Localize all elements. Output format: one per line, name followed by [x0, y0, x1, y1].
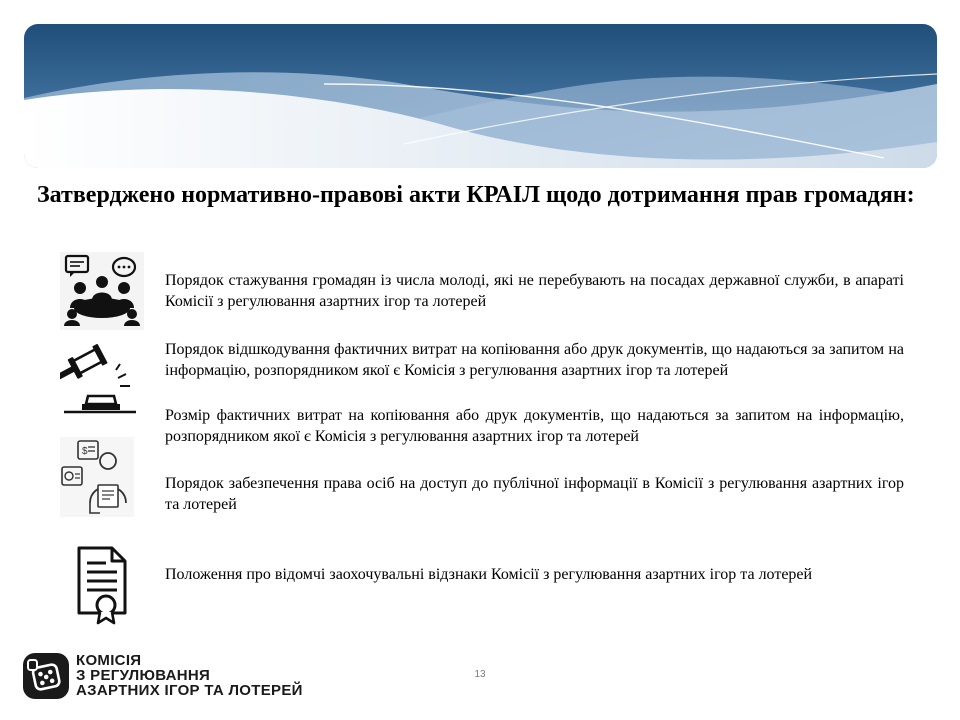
item-text-awards-regulation: Положення про відомчі заохочувальні відзнаки Комісії з регулювання азартних ігор та лотерей: [165, 566, 813, 583]
logo-line: З РЕГУЛЮВАННЯ: [76, 666, 211, 684]
logo-line: АЗАРТНИХ ІГОР ТА ЛОТЕРЕЙ: [76, 681, 303, 699]
logo-wordmark: [76, 654, 303, 698]
dice-logo-icon: [22, 652, 70, 700]
svg-text:$: $: [82, 446, 88, 457]
header-banner: [24, 24, 937, 168]
item-text-internship: Порядок стажування громадян із числа молоді, які не перебувають на посадах державної служби, в апараті Комісії з регулювання азартних ігор та лотерей: [165, 272, 904, 310]
gavel-icon: [60, 344, 140, 416]
item-text-compensation-order: Порядок відшкодування фактичних витрат на копіювання або друк документів, що надаються за запитом на інформацію, розпорядником якої є Комісія з регулювання азартних ігор та лотерей: [165, 341, 904, 379]
person-documents-icon: [60, 437, 134, 517]
certificate-icon: [76, 545, 128, 625]
commission-logo: [22, 652, 322, 700]
item-text-public-info-access: Порядок забезпечення права осіб на доступ до публічної інформації в Комісії з регулювання азартних ігор та лотерей: [165, 475, 904, 513]
page-title: Затверджено нормативно-правові акти КРАІЛ щодо дотримання прав громадян:: [37, 182, 915, 208]
logo-line: КОМІСІЯ: [76, 652, 142, 669]
meeting-people-icon: [60, 252, 144, 330]
item-text-cost-amount: Розмір фактичних витрат на копіювання або друк документів, що надаються за запитом на інформацію, розпорядником якої є Комісія з регулювання азартних ігор та лотерей: [165, 407, 904, 445]
slide-number: 13: [474, 669, 486, 680]
